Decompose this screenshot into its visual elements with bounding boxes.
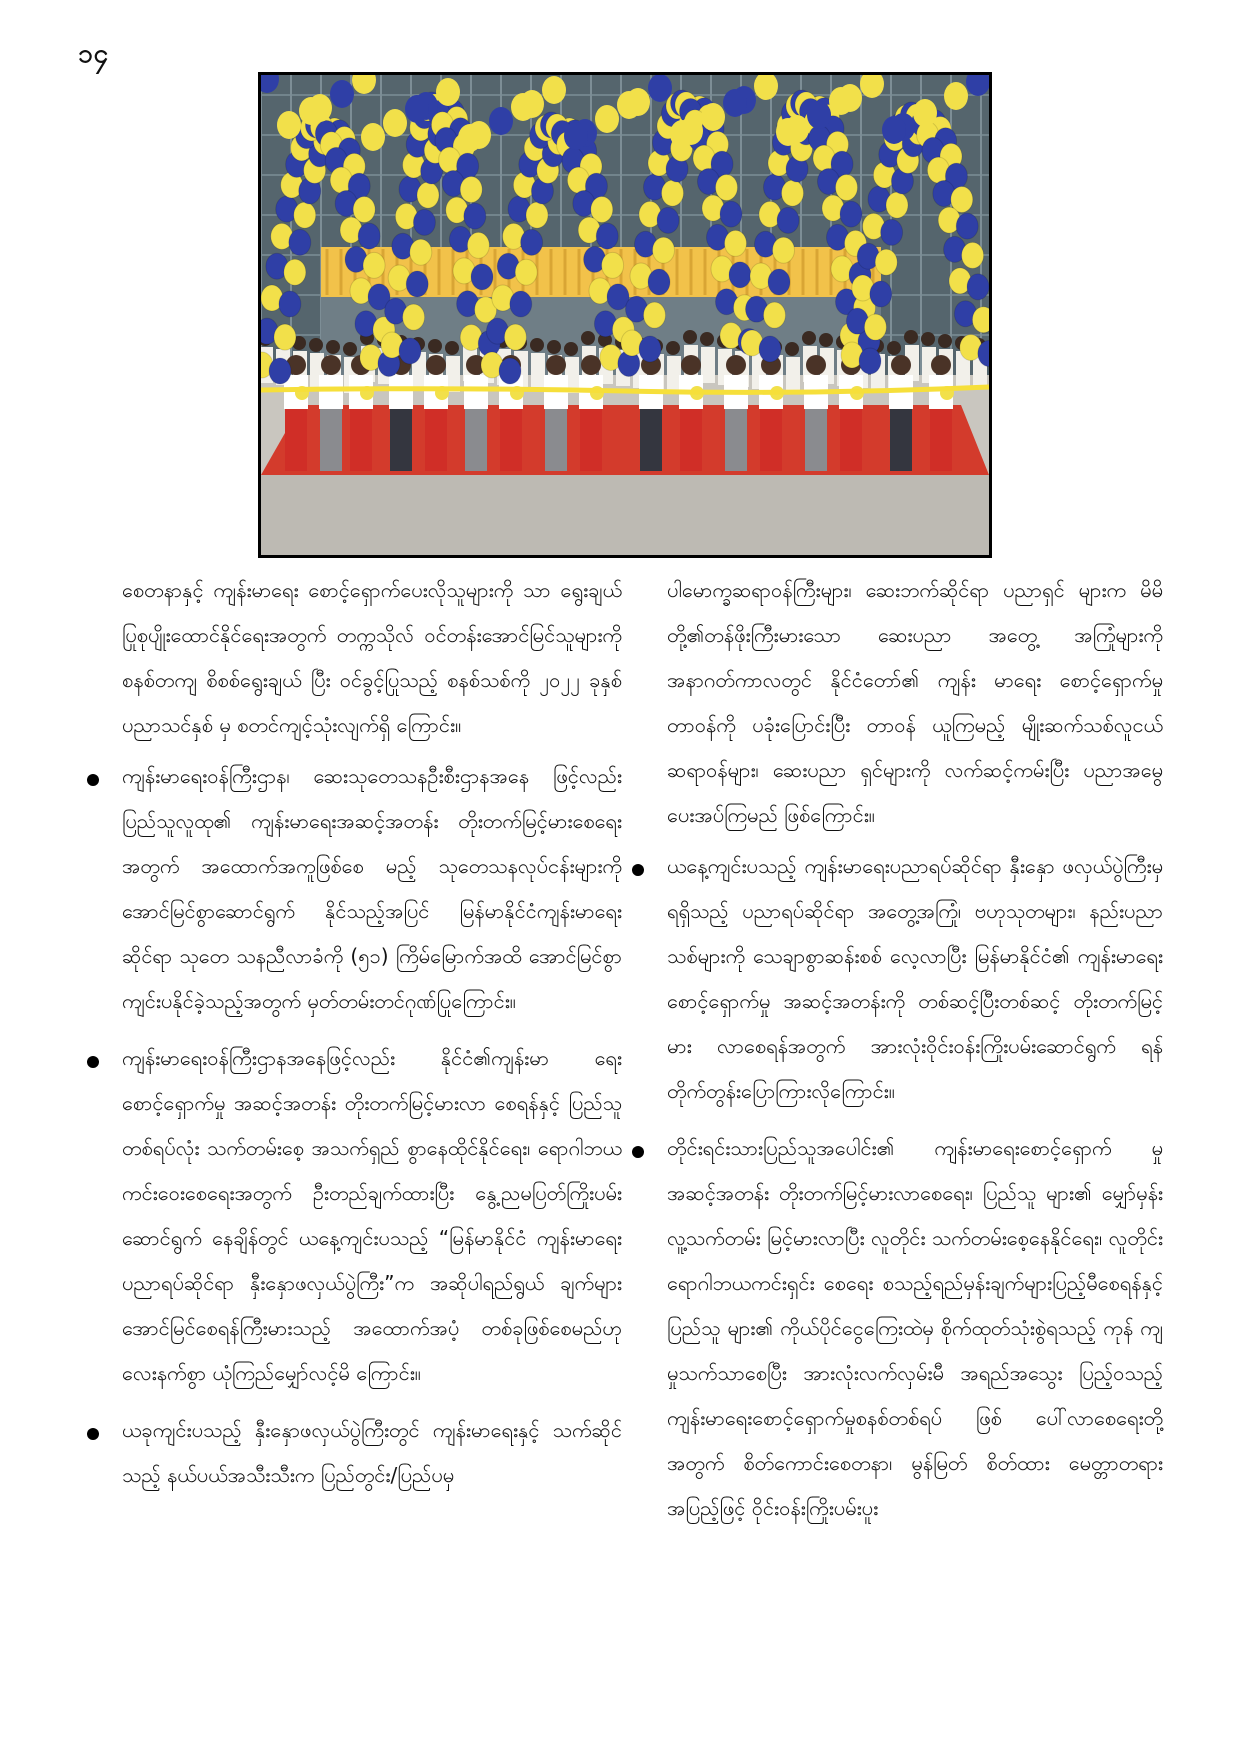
balloon bbox=[777, 207, 799, 233]
official-head bbox=[426, 355, 446, 375]
crowd-person-head bbox=[819, 333, 833, 347]
balloon bbox=[840, 201, 862, 227]
balloon bbox=[410, 239, 432, 265]
balloon bbox=[768, 269, 790, 295]
balloon bbox=[596, 223, 618, 249]
official-red-longyi bbox=[840, 409, 862, 471]
official-longyi bbox=[890, 409, 912, 471]
official-red-longyi bbox=[760, 409, 782, 471]
crowd-person-head bbox=[921, 332, 935, 346]
balloon bbox=[413, 209, 435, 235]
left-column bbox=[122, 568, 622, 1510]
balloon bbox=[782, 180, 804, 206]
official-red-longyi bbox=[930, 409, 952, 471]
official-red-longyi bbox=[500, 409, 522, 471]
crowd-person-head bbox=[343, 342, 357, 356]
official-longyi bbox=[725, 409, 747, 471]
balloon bbox=[471, 264, 493, 290]
balloon bbox=[289, 229, 311, 255]
official-red-longyi bbox=[680, 409, 702, 471]
balloon bbox=[764, 302, 786, 328]
official-red-longyi bbox=[350, 409, 372, 471]
balloon bbox=[648, 75, 672, 102]
ribbon-cutting-photo-art bbox=[261, 75, 989, 555]
balloon bbox=[274, 324, 296, 350]
balloon bbox=[759, 336, 781, 362]
balloon bbox=[279, 291, 301, 317]
right-bullet-1: ယနေ့ကျင်းပသည့် ကျန်းမာရေးပညာရပ်ဆိုင်ရာ နှီးနှော ဖလှယ်ပွဲကြီးမှရရှိသည့် ပညာရပ်ဆိုင်ရာ အတွေ့အကြုံ၊ ဗဟုသုတများ၊ နည်းပညာသစ်များကို သေချာစွာဆန်းစစ် လေ့လာပြီး မြန်မာနိုင်ငံ၏ ကျန်းမာရေးစောင့်ရှောက်မှု အဆင့်အတန်းကို တစ်ဆင့်ပြီးတစ်ဆင့် တိုးတက်မြင့်မား လာစေရန်အတွက် အားလုံးဝိုင်းဝန်းကြိုးပမ်းဆောင်ရွက် ရန် တိုက်တွန်းပြောကြားလိုကြောင်း။ bbox=[667, 844, 1163, 1114]
official-red-longyi bbox=[285, 409, 307, 471]
balloon bbox=[406, 271, 428, 297]
balloon bbox=[299, 97, 323, 125]
balloon bbox=[701, 103, 725, 131]
crowd-person-body bbox=[667, 356, 681, 392]
official-red-longyi bbox=[425, 409, 447, 471]
balloon bbox=[511, 93, 535, 121]
balloon bbox=[859, 348, 881, 374]
left-bullet-3: ယခုကျင်းပသည့် နှီးနှောဖလှယ်ပွဲကြီးတွင် ကျန်းမာရေးနှင့် သက်ဆိုင်သည့် နယ်ပယ်အသီးသီးက ပြည်တွင်း/ပြည်ပမှ bbox=[122, 1408, 622, 1498]
crowd-person-head bbox=[802, 331, 816, 345]
balloon bbox=[967, 274, 989, 300]
crowd-person-head bbox=[309, 338, 323, 352]
balloon bbox=[644, 302, 666, 328]
crowd-person-head bbox=[683, 330, 697, 344]
crowd-person-head bbox=[530, 338, 544, 352]
balloon bbox=[277, 111, 301, 139]
crowd-person-head bbox=[581, 331, 595, 345]
balloon bbox=[773, 237, 795, 263]
balloon bbox=[962, 242, 984, 268]
balloon bbox=[617, 91, 641, 119]
balloon bbox=[602, 252, 624, 278]
balloon bbox=[521, 229, 543, 255]
crowd-person-head bbox=[428, 339, 442, 353]
right-column bbox=[667, 568, 1163, 1543]
balloon bbox=[870, 281, 892, 307]
balloon bbox=[294, 202, 316, 228]
official-head bbox=[726, 355, 746, 375]
official-top bbox=[319, 375, 343, 409]
official-head bbox=[806, 355, 826, 375]
crowd-person-head bbox=[904, 330, 918, 344]
official-longyi bbox=[805, 409, 827, 471]
crowd-person-body bbox=[701, 347, 715, 383]
balloon bbox=[399, 338, 421, 364]
right-intro-paragraph: ပါမောက္ခဆရာဝန်ကြီးများ၊ ဆေးဘက်ဆိုင်ရာ ပညာရှင် များက မိမိတို့၏တန်ဖိုးကြီးမားသော ဆေးပညာ အတွေ့ အကြုံများကို အနာဂတ်ကာလတွင် နိုင်ငံတော်၏ ကျန်း မာရေး စောင့်ရှောက်မှုတာဝန်ကို ပခုံးပြောင်းပြီး တာဝန် ယူကြမည့် မျိုးဆက်သစ်လူငယ်ဆရာဝန်များ၊ ဆေးပညာ ရှင်များကို လက်ဆင့်ကမ်းပြီး ပညာအမွေပေးအပ်ကြမည် ဖြစ်ကြောင်း။ bbox=[667, 578, 1163, 827]
balloon bbox=[269, 358, 291, 384]
balloon bbox=[542, 76, 566, 104]
official-longyi bbox=[320, 409, 342, 471]
balloon bbox=[657, 207, 679, 233]
balloon bbox=[944, 82, 968, 110]
balloon bbox=[881, 219, 903, 245]
balloon bbox=[956, 213, 978, 239]
official-head bbox=[321, 355, 341, 375]
official-red-longyi bbox=[580, 409, 602, 471]
balloon bbox=[729, 262, 751, 288]
official-top bbox=[389, 375, 413, 409]
crowd-person-head bbox=[326, 340, 340, 354]
balloon bbox=[358, 223, 380, 249]
balloon bbox=[458, 124, 482, 152]
balloon bbox=[405, 95, 429, 123]
left-bullet-2: ကျန်းမာရေးဝန်ကြီးဌာနအနေဖြင့်လည်း နိုင်ငံ၏ကျန်းမာ ရေးစောင့်ရှောက်မှု အဆင့်အတန်း တိုးတက်မြင့်မားလာ စေရန်နှင့် ပြည်သူတစ်ရပ်လုံး သက်တမ်းစေ့ အသက်ရှည် စွာနေထိုင်နိုင်ရေး၊ ရောဂါဘယကင်းဝေးစေရေးအတွက် ဦးတည်ချက်ထားပြီး နွေ့ညမပြတ်ကြိုးပမ်းဆောင်ရွက် နေချိန်တွင် ယနေ့ကျင်းပသည့် “မြန်မာနိုင်ငံ ကျန်းမာရေး ပညာရပ်ဆိုင်ရာ နှီးနှောဖလှယ်ပွဲကြီး”က အဆိုပါရည်ရွယ် ချက်များ အောင်မြင်စေရန်ကြီးမားသည့် အထောက်အပံ့ တစ်ခုဖြစ်စေမည်ဟု လေးနက်စွာ ယုံကြည်မျှော်လင့်မိ ကြောင်း။ bbox=[122, 1036, 622, 1396]
balloon bbox=[829, 87, 853, 115]
official-head bbox=[581, 355, 601, 375]
balloon bbox=[723, 89, 747, 117]
balloon bbox=[670, 120, 694, 148]
balloon bbox=[330, 80, 354, 108]
official-head bbox=[891, 355, 911, 375]
balloon bbox=[648, 269, 670, 295]
balloon bbox=[489, 107, 513, 135]
balloon bbox=[436, 78, 460, 106]
balloon bbox=[417, 182, 439, 208]
right-bullet-2: တိုင်းရင်းသားပြည်သူအပေါင်း၏ ကျန်းမာရေးစောင့်ရှောက် မှုအဆင့်အတန်း တိုးတက်မြင့်မားလာစေရေး၊ ပြည်သူ များ၏ မျှော်မှန်းလူ့သက်တမ်း မြင့်မားလာပြီး လူတိုင်း သက်တမ်းစေ့နေနိုင်ရေး၊ လူတိုင်းရောဂါဘယကင်းရှင်း စေရေး စသည့်ရည်မှန်းချက်များပြည့်မီစေရန်နှင့် ပြည်သူ များ၏ ကိုယ်ပိုင်ငွေကြေးထဲမှ စိုက်ထုတ်သုံးစွဲရသည့် ကုန် ကျမှုသက်သာစေပြီး အားလုံးလက်လှမ်းမီ အရည်အသွေး ပြည့်ဝသည့် ကျန်းမာရေးစောင့်ရှောက်မှုစနစ်တစ်ရပ် ဖြစ် ပေါ်လာစေရေးတို့အတွက် စိတ်ကောင်းစေတနာ၊ မွန်မြတ် စိတ်ထား မေတ္တာတရားအပြည့်ဖြင့် ဝိုင်းဝန်းကြိုးပမ်းပူး bbox=[667, 1126, 1163, 1531]
balloon bbox=[913, 99, 937, 127]
crowd-person-head bbox=[666, 341, 680, 355]
balloon bbox=[361, 123, 385, 151]
official-head bbox=[546, 355, 566, 375]
balloon bbox=[864, 314, 886, 340]
balloon bbox=[807, 101, 831, 129]
balloon bbox=[886, 192, 908, 218]
balloon bbox=[595, 105, 619, 133]
balloon bbox=[526, 202, 548, 228]
balloon bbox=[662, 180, 684, 206]
ribbon-cutting-photo bbox=[258, 72, 992, 558]
official-top bbox=[464, 375, 488, 409]
balloon bbox=[504, 324, 526, 350]
foreground-pavement bbox=[261, 475, 989, 555]
balloon bbox=[510, 291, 532, 317]
balloon bbox=[383, 109, 407, 137]
crowd-person-head bbox=[547, 340, 561, 354]
official-head bbox=[681, 355, 701, 375]
crowd-person-body bbox=[786, 357, 800, 393]
balloon bbox=[499, 358, 521, 384]
crowd-person-head bbox=[445, 341, 459, 355]
balloon bbox=[564, 122, 588, 150]
balloon bbox=[875, 249, 897, 275]
official-longyi bbox=[390, 409, 412, 471]
balloon bbox=[776, 118, 800, 146]
left-bullet-1: ကျန်းမာရေးဝန်ကြီးဌာန၊ ဆေးသုတေသနဦးစီးဌာနအနေ ဖြင့်လည်း ပြည်သူလူထု၏ ကျန်းမာရေးအဆင့်အတန်း တိုးတက်မြင့်မားစေရေးအတွက် အထောက်အကူဖြစ်စေ မည့် သုတေသနလုပ်ငန်းများကို အောင်မြင်စွာဆောင်ရွက် နိုင်သည့်အပြင် မြန်မာနိုင်ငံကျန်းမာရေးဆိုင်ရာ သုတေ သနညီလာခံကို (၅၁) ကြိမ်မြောက်အထိ အောင်မြင်စွာ ကျင်းပနိုင်ခဲ့သည့်အတွက် မှတ်တမ်းတင်ဂုဏ်ပြုကြောင်း။ bbox=[122, 754, 622, 1024]
crowd-person-head bbox=[938, 334, 952, 348]
crowd-person-head bbox=[700, 332, 714, 346]
crowd-person-body bbox=[531, 353, 545, 389]
balloon bbox=[403, 304, 425, 330]
official-longyi bbox=[545, 409, 567, 471]
page-number: ၁၄ bbox=[78, 39, 110, 69]
balloon bbox=[284, 259, 306, 285]
balloon bbox=[639, 336, 661, 362]
crowd-person-head bbox=[564, 342, 578, 356]
balloon bbox=[363, 252, 385, 278]
crowd-person-head bbox=[785, 342, 799, 356]
balloon bbox=[725, 230, 747, 256]
balloon bbox=[720, 201, 742, 227]
left-intro-paragraph: စေတနာနှင့် ကျန်းမာရေး စောင့်ရှောက်ပေးလိုသူများကို သာ ရွေးချယ်ပြုစုပျိုးထောင်နိုင်ရေးအတွက် တက္ကသိုလ် ဝင်တန်းအောင်မြင်သူများကို စနစ်တကျ စိစစ်ရွေးချယ် ပြီး ဝင်ခွင့်ပြုသည့် စနစ်သစ်ကို ၂၀၂၂ ခုနှစ် ပညာသင်နှစ် မှ စတင်ကျင့်သုံးလျက်ရှိ ကြောင်း။ bbox=[122, 578, 622, 737]
balloon bbox=[464, 203, 486, 229]
balloon bbox=[515, 259, 537, 285]
balloon bbox=[460, 176, 482, 202]
balloon bbox=[467, 232, 489, 258]
official-head bbox=[931, 355, 951, 375]
official-longyi bbox=[465, 409, 487, 471]
crowd-person-head bbox=[887, 341, 901, 355]
balloon bbox=[653, 237, 675, 263]
balloon bbox=[882, 116, 906, 144]
official-longyi bbox=[640, 409, 662, 471]
